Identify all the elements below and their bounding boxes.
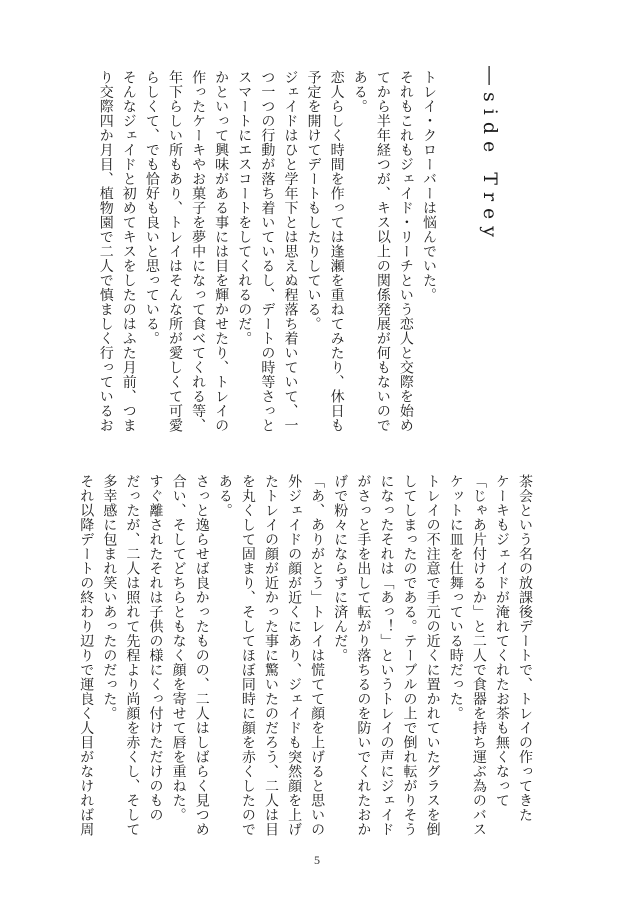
text-line: トレイの不注意で手元の近くに置かれていたグラスを倒 xyxy=(424,474,441,837)
text-line: それもこれもジェイド・リーチという恋人と交際を始め xyxy=(397,70,414,433)
text-line: らしくて、でも恰好も良いと思っている。 xyxy=(143,70,160,346)
text-line: 作ったケーキやお菓子を夢中になって食べてくれる等、 xyxy=(190,70,207,433)
text-line: ある。 xyxy=(216,474,233,518)
text-line: ケーキもジェイドが淹れてくれたお茶も無くなって xyxy=(493,474,510,808)
text-line: 年下らしい所もあり、トレイはそんな所が愛しくて可愛 xyxy=(166,70,183,433)
page-number: 5 xyxy=(314,853,320,867)
text-line: になったそれは「あっ！」というトレイの声にジェイド xyxy=(378,474,395,837)
text-line: 予定を開けてデートもしたりしている。 xyxy=(305,70,322,331)
text-line: それ以降デートの終わり辺りで運良く人目がなければ周 xyxy=(78,474,95,837)
section-heading: ―side Trey xyxy=(479,66,501,245)
text-line: トレイ・クローバーは悩んでいた。 xyxy=(421,70,437,302)
upper-text-block xyxy=(97,70,440,452)
text-line: を丸くして固まり、そしてほぼ同時に顔を赤くしたので xyxy=(239,474,256,837)
text-line: さっと逸らせば良かったものの、二人はしばらく見つめ xyxy=(193,474,210,837)
text-line: だったが、二人は照れて先程より尚顔を赤くし、そして xyxy=(124,474,141,837)
text-line: かといって興味がある事には目を輝かせたり、トレイの xyxy=(213,70,230,433)
text-line: 多幸感に包まれ笑いあったのだった。 xyxy=(101,474,118,721)
text-line: 茶会という名の放課後デートで、トレイの作ってきた xyxy=(517,474,533,822)
text-line: そんなジェイドと初めてキスをしたのはふた月前、つま xyxy=(120,70,137,433)
text-line: たトレイの顔が近かった事に驚いたのだろう、二人は目 xyxy=(262,474,279,837)
text-line: り交際四か月目、植物園で二人で慎ましく行っているお xyxy=(97,70,114,433)
text-line: ある。 xyxy=(351,70,368,114)
text-line: てから半年経つが、キス以上の関係発展が何もないので xyxy=(374,70,391,433)
text-line: してしまったのである。テーブルの上で倒れ転がりそう xyxy=(401,474,418,837)
text-line: ケットに皿を仕舞っている時だった。 xyxy=(447,474,464,721)
text-line: 「じゃあ片付けるか」と二人で食器を持ち運ぶ為のバス xyxy=(470,474,487,837)
text-line: すぐ離されたそれは子供の様にくっ付けただけのもの xyxy=(147,474,164,822)
text-line: つ一つの行動が落ち着いているし、デートの時等さっと xyxy=(259,70,276,433)
text-line: 「あ、ありがとう」トレイは慌てて顔を上げると思いの xyxy=(309,474,326,837)
text-line: スマートにエスコートをしてくれるのだ。 xyxy=(236,70,253,346)
text-line: がさっと手を出して転がり落ちるのを防いでくれたおか xyxy=(355,474,372,837)
lower-text-block xyxy=(78,474,536,856)
text-line: 恋人らしく時間を作っては逢瀬を重ねてみたり、休日も xyxy=(328,70,345,433)
text-line: げで粉々にならずに済んだ。 xyxy=(332,474,349,663)
text-line: ジェイドはひと学年下とは思えぬ程落ち着いていて、一 xyxy=(282,70,299,433)
text-line: 外ジェイドの顔が近くにあり、ジェイドも突然顔を上げ xyxy=(286,474,303,837)
text-line: 合い、そしてどちらともなく顔を寄せて唇を重ねた。 xyxy=(170,474,187,822)
